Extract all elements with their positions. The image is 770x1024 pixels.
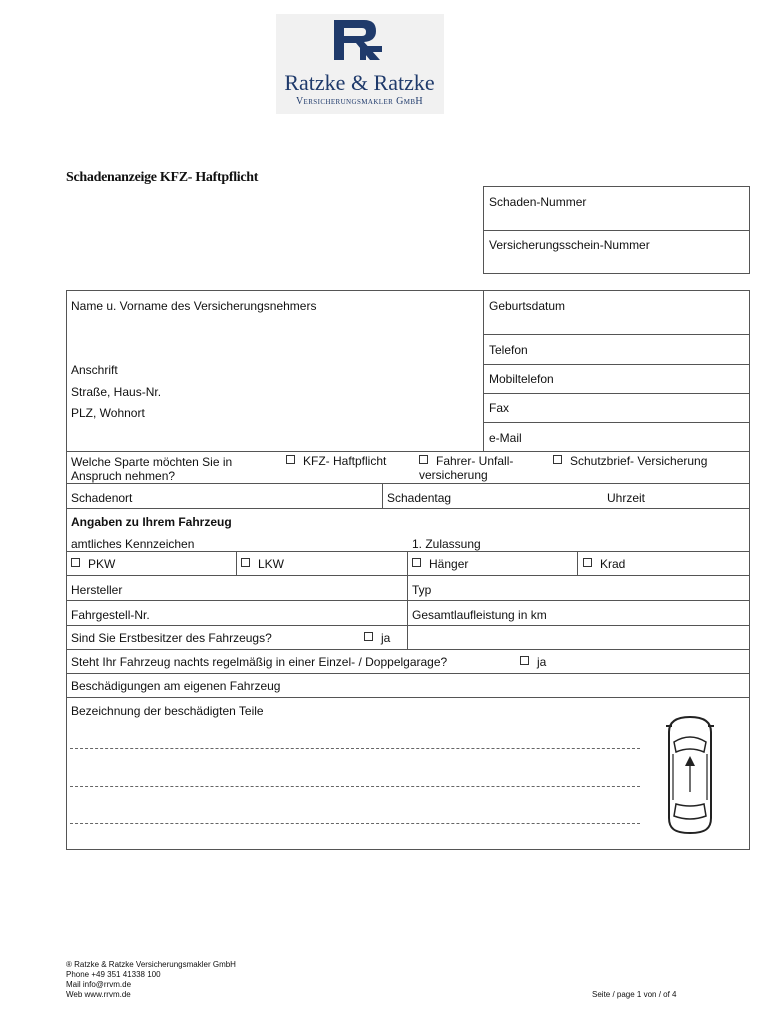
option-liability[interactable] — [286, 454, 386, 468]
checkbox-icon[interactable] — [286, 455, 295, 464]
policyholder-name-field[interactable]: Name u. Vorname des Versicherungsnehmers — [71, 299, 317, 313]
option-liability-label: KFZ- Haftpflicht — [303, 454, 387, 468]
birthdate-field[interactable]: Geburtsdatum — [489, 299, 566, 313]
vin-field[interactable]: Fahrgestell-Nr. — [71, 608, 150, 622]
checkbox-icon[interactable] — [71, 558, 80, 567]
city-field[interactable]: PLZ, Wohnort — [71, 406, 145, 420]
address-label: Anschrift — [71, 363, 118, 377]
policy-number-field[interactable]: Versicherungsschein-Nummer — [489, 238, 650, 252]
garage-yes-option[interactable] — [520, 655, 546, 669]
model-field[interactable]: Typ — [412, 583, 432, 597]
first-owner-yes-option[interactable] — [364, 631, 390, 645]
type-trailer-label: Hänger — [429, 557, 469, 571]
type-motorbike-option[interactable] — [583, 557, 625, 571]
car-top-view-icon[interactable] — [664, 714, 716, 836]
claim-type-question-line2: Anspruch nehmen? — [71, 469, 176, 483]
type-motorbike-label: Krad — [600, 557, 626, 571]
checkbox-icon[interactable] — [583, 558, 592, 567]
mobile-field[interactable]: Mobiltelefon — [489, 372, 554, 386]
page-number: Seite / page 1 von / of 4 — [592, 990, 677, 999]
footer-mail[interactable]: Mail info@rrvm.de — [66, 980, 132, 989]
mileage-field[interactable]: Gesamtlaufleistung in km — [412, 608, 547, 622]
fax-field[interactable]: Fax — [489, 401, 510, 415]
company-logo-mark — [330, 16, 386, 64]
option-driver-accident-label-line2: versicherung — [419, 468, 488, 482]
footer-copyright: ® Ratzke & Ratzke Versicherungsmakler GmbH — [66, 960, 236, 969]
type-truck-option[interactable] — [241, 557, 284, 571]
claim-number-field[interactable]: Schaden-Nummer — [489, 195, 587, 209]
footer-web[interactable]: Web www.rrvm.de — [66, 990, 131, 999]
footer-company-info — [66, 960, 236, 1000]
company-name: Ratzke & Ratzke — [284, 70, 435, 95]
checkbox-icon[interactable] — [419, 455, 428, 464]
type-car-label: PKW — [88, 557, 116, 571]
type-truck-label: LKW — [258, 557, 285, 571]
page-title: Schadenanzeige KFZ- Haftpflicht — [66, 170, 259, 185]
email-field[interactable]: e-Mail — [489, 431, 522, 445]
incident-date-field[interactable]: Schadentag — [387, 491, 452, 505]
garage-question: Steht Ihr Fahrzeug nachts regelmäßig in einer Einzel- / Doppelgarage? — [71, 655, 448, 669]
damaged-parts-line[interactable] — [70, 786, 640, 787]
footer-phone: Phone +49 351 41338 100 — [66, 970, 161, 979]
incident-time-field[interactable]: Uhrzeit — [607, 491, 646, 505]
main-form — [66, 290, 750, 850]
damage-section-title: Beschädigungen am eigenen Fahrzeug — [71, 679, 281, 693]
checkbox-icon[interactable] — [553, 455, 562, 464]
license-plate-field[interactable]: amtliches Kennzeichen — [71, 537, 195, 551]
checkbox-icon[interactable] — [520, 656, 529, 665]
checkbox-icon[interactable] — [412, 558, 421, 567]
manufacturer-field[interactable]: Hersteller — [71, 583, 123, 597]
company-subtitle: Versicherungsmakler GmbH — [295, 96, 424, 107]
type-trailer-option[interactable] — [412, 557, 468, 571]
option-driver-accident[interactable] — [419, 454, 513, 482]
phone-field[interactable]: Telefon — [489, 343, 528, 357]
garage-yes-label: ja — [537, 655, 547, 669]
incident-location-field[interactable]: Schadenort — [71, 491, 133, 505]
option-driver-accident-label: Fahrer- Unfall- — [436, 454, 514, 468]
option-roadside[interactable] — [553, 454, 707, 468]
checkbox-icon[interactable] — [241, 558, 250, 567]
claim-type-question — [71, 455, 232, 483]
vehicle-section-title: Angaben zu Ihrem Fahrzeug — [71, 515, 232, 529]
damaged-parts-line[interactable] — [70, 823, 640, 824]
damaged-parts-line[interactable] — [70, 748, 640, 749]
checkbox-icon[interactable] — [364, 632, 373, 641]
claim-type-question-line1: Welche Sparte möchten Sie in — [71, 455, 233, 469]
damaged-parts-label: Bezeichnung der beschädigten Teile — [71, 704, 264, 718]
street-field[interactable]: Straße, Haus-Nr. — [71, 385, 162, 399]
first-registration-field[interactable]: 1. Zulassung — [412, 537, 481, 551]
first-owner-question: Sind Sie Erstbesitzer des Fahrzeugs? — [71, 631, 272, 645]
first-owner-yes-label: ja — [381, 631, 391, 645]
type-car-option[interactable] — [71, 557, 115, 571]
option-roadside-label: Schutzbrief- Versicherung — [570, 454, 708, 468]
